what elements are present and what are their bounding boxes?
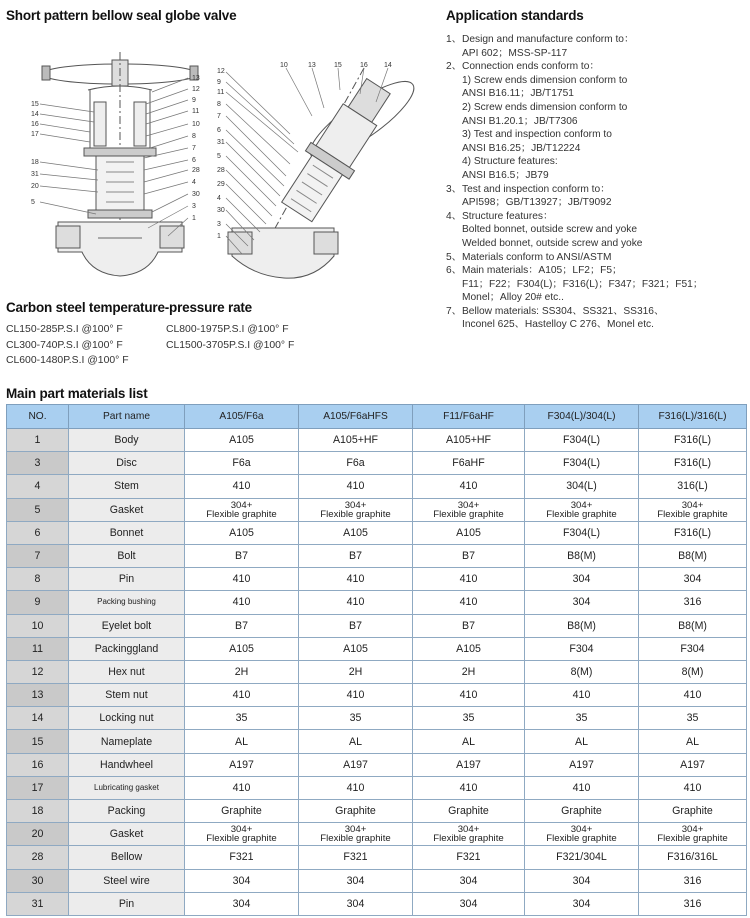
material-cell: A105+HF xyxy=(413,429,525,452)
material-cell: 35 xyxy=(639,707,747,730)
part-name-cell: Locking nut xyxy=(69,707,185,730)
material-cell: AL xyxy=(639,730,747,753)
material-cell: 304 xyxy=(299,892,413,915)
material-cell-line: 304+ xyxy=(570,824,593,836)
table-row xyxy=(7,892,747,915)
part-name-cell: Packing bushing xyxy=(69,591,185,614)
material-cell-line: Flexible graphite xyxy=(657,833,728,845)
table-row xyxy=(7,869,747,892)
column-header: A105/F6aHFS xyxy=(299,405,413,429)
material-cell xyxy=(525,823,639,846)
part-number-cell: 6 xyxy=(7,521,69,544)
part-name-cell: Bellow xyxy=(69,846,185,869)
material-cell: 410 xyxy=(525,684,639,707)
material-cell: 410 xyxy=(299,568,413,591)
material-cell: B8(M) xyxy=(525,544,639,567)
table-row xyxy=(7,429,747,452)
material-cell: A105 xyxy=(185,637,299,660)
material-cell: 316(L) xyxy=(639,475,747,498)
material-cell: 304 xyxy=(525,591,639,614)
material-cell: F304(L) xyxy=(525,521,639,544)
material-cell: A105 xyxy=(299,637,413,660)
table-row xyxy=(7,684,747,707)
material-cell: 410 xyxy=(525,776,639,799)
part-label: 17 xyxy=(31,131,39,138)
material-cell xyxy=(185,498,299,521)
material-cell xyxy=(299,823,413,846)
part-label: 4 xyxy=(217,195,221,202)
material-cell: 410 xyxy=(185,684,299,707)
part-label: 16 xyxy=(360,62,368,69)
material-cell-line: 304+ xyxy=(457,824,480,836)
material-cell-line: 304+ xyxy=(230,499,253,511)
material-cell: Graphite xyxy=(185,800,299,823)
material-cell: A197 xyxy=(185,753,299,776)
part-number-cell: 1 xyxy=(7,429,69,452)
material-cell: 304 xyxy=(299,869,413,892)
material-cell: 410 xyxy=(299,475,413,498)
part-number-cell: 3 xyxy=(7,452,69,475)
part-label: 9 xyxy=(217,79,221,86)
application-standards-list: 1、 Design and manufacture conform to： API 602；MSS-SP-117 2、 Connection ends conform to： 1) Screw ends dimension conform to ANSI B16.11；JB/T1751 2) Screw ends dimension conform to ANSI B1.20.1；JB/T7306 3) Test and inspection conform to ANSI B16.25；JB/T12224 4) Structure features: ANSI B16.5；JB79 3、 Test and inspection conform to： API598；GB/T13927；JB/T9092 4、 Structure features： Bolted bonnet, outside screw and yoke Welded bonnet, outside screw and yoke 5、 Materials conform to ANSI/ASTM 6、 Main materials：A105；LF2；F5； F11；F22；F304(L)；F316(L)；F347；F321；F51； Monel；Alloy 20# etc.. 7、 Bellow materials: SS304、SS321、SS316、 Inconel 625、Hastelloy C 276、Monel etc. xyxy=(446,33,746,332)
part-name-cell: Nameplate xyxy=(69,730,185,753)
material-cell: 410 xyxy=(185,475,299,498)
table-row xyxy=(7,846,747,869)
app-item-1: 1、 Design and manufacture conform to： xyxy=(446,34,635,45)
material-cell: B7 xyxy=(185,544,299,567)
table-row xyxy=(7,614,747,637)
part-label: 20 xyxy=(31,183,39,190)
material-cell: A105+HF xyxy=(299,429,413,452)
part-label: 28 xyxy=(192,167,200,174)
material-cell: B7 xyxy=(299,614,413,637)
part-label: 30 xyxy=(217,207,225,214)
valve-section-title: Short pattern bellow seal globe valve xyxy=(6,8,237,23)
material-cell-line: 304+ xyxy=(344,499,367,511)
app-item-6: 6、 Main materials：A105；LF2；F5； xyxy=(446,265,623,277)
material-cell: 410 xyxy=(185,568,299,591)
part-label: 13 xyxy=(192,75,200,82)
column-header: F11/F6aHF xyxy=(413,405,525,429)
material-cell: 8(M) xyxy=(639,660,747,683)
material-cell: 35 xyxy=(299,707,413,730)
material-cell: A105 xyxy=(413,637,525,660)
app-item-3: 3、 Test and inspection conform to： xyxy=(446,183,611,195)
part-name-cell: Handwheel xyxy=(69,753,185,776)
column-header: Part name xyxy=(69,405,185,429)
material-cell: F316/316L xyxy=(639,846,747,869)
material-cell-line: Flexible graphite xyxy=(546,833,617,845)
rate-item: CL1500-3705P.S.I @100° F xyxy=(166,339,295,351)
table-header-row xyxy=(7,405,747,429)
material-cell: A197 xyxy=(413,753,525,776)
table-row xyxy=(7,544,747,567)
part-label: 7 xyxy=(192,145,196,152)
part-label: 29 xyxy=(217,181,225,188)
material-cell: 410 xyxy=(185,776,299,799)
part-label: 14 xyxy=(31,111,39,118)
table-row xyxy=(7,660,747,683)
material-cell: 316 xyxy=(639,869,747,892)
part-label: 6 xyxy=(192,157,196,164)
material-cell: A105 xyxy=(185,521,299,544)
material-cell: 304 xyxy=(639,568,747,591)
part-name-cell: Lubricating gasket xyxy=(69,776,185,799)
part-label: 9 xyxy=(192,97,196,104)
material-cell-line: Flexible graphite xyxy=(320,508,391,520)
material-cell: 35 xyxy=(413,707,525,730)
part-label: 8 xyxy=(192,133,196,140)
material-cell: AL xyxy=(525,730,639,753)
part-name-cell: Packinggland xyxy=(69,637,185,660)
material-cell: F321 xyxy=(185,846,299,869)
material-cell: A105 xyxy=(413,521,525,544)
part-number-cell: 18 xyxy=(7,800,69,823)
material-cell: 316 xyxy=(639,892,747,915)
material-cell: 316 xyxy=(639,591,747,614)
material-cell: A197 xyxy=(639,753,747,776)
part-number-cell: 9 xyxy=(7,591,69,614)
globe-valve-drawing xyxy=(28,52,218,290)
material-cell: 8(M) xyxy=(525,660,639,683)
material-cell: B8(M) xyxy=(639,544,747,567)
carbon-steel-title: Carbon steel temperature-pressure rate xyxy=(6,300,252,315)
part-label: 14 xyxy=(384,62,392,69)
table-row xyxy=(7,776,747,799)
material-cell: B8(M) xyxy=(525,614,639,637)
part-label: 1 xyxy=(192,215,196,222)
part-label: 5 xyxy=(31,199,35,206)
material-cell: 304 xyxy=(185,869,299,892)
table-row xyxy=(7,452,747,475)
part-label: 31 xyxy=(217,139,225,146)
part-name-cell: Gasket xyxy=(69,498,185,521)
material-cell: F6aHF xyxy=(413,452,525,475)
table-row xyxy=(7,730,747,753)
material-cell: F321/304L xyxy=(525,846,639,869)
material-cell: A105 xyxy=(299,521,413,544)
material-cell xyxy=(413,498,525,521)
table-row xyxy=(7,800,747,823)
app-item-7: 7、 Bellow materials: SS304、SS321、SS316、 xyxy=(446,305,665,317)
material-cell-line: 304+ xyxy=(681,499,704,511)
part-name-cell: Stem xyxy=(69,475,185,498)
table-row xyxy=(7,707,747,730)
part-number-cell: 8 xyxy=(7,568,69,591)
material-cell: 410 xyxy=(413,568,525,591)
material-cell: 304 xyxy=(413,869,525,892)
material-cell: F304(L) xyxy=(525,429,639,452)
part-number-cell: 30 xyxy=(7,869,69,892)
material-cell-line: 304+ xyxy=(570,499,593,511)
table-row xyxy=(7,637,747,660)
material-cell xyxy=(525,498,639,521)
material-cell: 2H xyxy=(413,660,525,683)
material-cell-line: 304+ xyxy=(681,824,704,836)
part-name-cell: Packing xyxy=(69,800,185,823)
table-row xyxy=(7,498,747,521)
material-cell: F304(L) xyxy=(525,452,639,475)
material-cell: 410 xyxy=(413,591,525,614)
material-cell: 304 xyxy=(525,869,639,892)
material-cell xyxy=(413,823,525,846)
y-pattern-valve-drawing xyxy=(214,60,442,290)
part-label: 7 xyxy=(217,113,221,120)
material-cell: 2H xyxy=(299,660,413,683)
material-cell: Graphite xyxy=(639,800,747,823)
material-cell: 35 xyxy=(185,707,299,730)
part-label: 4 xyxy=(192,179,196,186)
part-label: 12 xyxy=(192,86,200,93)
material-cell-line: 304+ xyxy=(344,824,367,836)
part-label: 6 xyxy=(217,127,221,134)
part-name-cell: Eyelet bolt xyxy=(69,614,185,637)
material-cell: Graphite xyxy=(299,800,413,823)
table-row xyxy=(7,568,747,591)
part-name-cell: Hex nut xyxy=(69,660,185,683)
part-label: 8 xyxy=(217,101,221,108)
material-cell: F321 xyxy=(413,846,525,869)
material-cell: F6a xyxy=(185,452,299,475)
part-label: 31 xyxy=(31,171,39,178)
part-name-cell: Pin xyxy=(69,892,185,915)
part-name-cell: Bolt xyxy=(69,544,185,567)
rate-item: CL300-740P.S.I @100° F xyxy=(6,339,123,351)
part-number-cell: 15 xyxy=(7,730,69,753)
part-number-cell: 17 xyxy=(7,776,69,799)
material-cell-line: Flexible graphite xyxy=(657,508,728,520)
material-cell xyxy=(639,498,747,521)
app-item-5: 5、 Materials conform to ANSI/ASTM xyxy=(446,251,612,263)
part-label: 10 xyxy=(280,62,288,69)
material-cell: 410 xyxy=(413,684,525,707)
part-label: 16 xyxy=(31,121,39,128)
material-cell: B7 xyxy=(185,614,299,637)
part-label: 3 xyxy=(192,203,196,210)
part-number-cell: 7 xyxy=(7,544,69,567)
material-cell: B7 xyxy=(299,544,413,567)
part-label: 15 xyxy=(334,62,342,69)
material-cell: B7 xyxy=(413,544,525,567)
part-number-cell: 10 xyxy=(7,614,69,637)
part-label: 12 xyxy=(217,68,225,75)
material-cell xyxy=(299,498,413,521)
material-cell: Graphite xyxy=(525,800,639,823)
main-materials-title: Main part materials list xyxy=(6,386,148,401)
column-header: NO. xyxy=(7,405,69,429)
part-number-cell: 12 xyxy=(7,660,69,683)
material-cell: F316(L) xyxy=(639,521,747,544)
material-cell: 410 xyxy=(413,776,525,799)
part-number-cell: 20 xyxy=(7,823,69,846)
material-cell: F316(L) xyxy=(639,452,747,475)
part-name-cell: Disc xyxy=(69,452,185,475)
material-cell-line: Flexible graphite xyxy=(433,508,504,520)
material-cell: 410 xyxy=(299,776,413,799)
part-name-cell: Pin xyxy=(69,568,185,591)
material-cell: A105 xyxy=(185,429,299,452)
part-label: 1 xyxy=(217,233,221,240)
part-name-cell: Stem nut xyxy=(69,684,185,707)
part-label: 30 xyxy=(192,191,200,198)
material-cell-line: 304+ xyxy=(230,824,253,836)
material-cell: 304 xyxy=(185,892,299,915)
material-cell: 304 xyxy=(413,892,525,915)
material-cell xyxy=(185,823,299,846)
part-label: 10 xyxy=(192,121,200,128)
material-cell: B8(M) xyxy=(639,614,747,637)
material-cell: 2H xyxy=(185,660,299,683)
material-cell-line: Flexible graphite xyxy=(433,833,504,845)
material-cell-line: 304+ xyxy=(457,499,480,511)
part-number-cell: 31 xyxy=(7,892,69,915)
part-label: 13 xyxy=(308,62,316,69)
column-header: A105/F6a xyxy=(185,405,299,429)
material-cell: 304(L) xyxy=(525,475,639,498)
part-number-cell: 16 xyxy=(7,753,69,776)
material-cell: 410 xyxy=(185,591,299,614)
material-cell-line: Flexible graphite xyxy=(206,508,277,520)
table-row xyxy=(7,591,747,614)
part-name-cell: Body xyxy=(69,429,185,452)
column-header: F316(L)/316(L) xyxy=(639,405,747,429)
app-item-2: 2、 Connection ends conform to： xyxy=(446,61,600,73)
material-cell: 304 xyxy=(525,892,639,915)
material-cell: F6a xyxy=(299,452,413,475)
part-label: 15 xyxy=(31,101,39,108)
table-row xyxy=(7,475,747,498)
rate-item: CL800-1975P.S.I @100° F xyxy=(166,324,289,335)
material-cell: 304 xyxy=(525,568,639,591)
part-label: 28 xyxy=(217,167,225,174)
part-label: 3 xyxy=(217,221,221,228)
part-name-cell: Steel wire xyxy=(69,869,185,892)
material-cell-line: Flexible graphite xyxy=(206,833,277,845)
material-cell-line: Flexible graphite xyxy=(546,508,617,520)
part-label: 11 xyxy=(192,108,200,115)
part-number-cell: 13 xyxy=(7,684,69,707)
material-cell: 410 xyxy=(639,776,747,799)
part-label: 11 xyxy=(217,89,225,96)
app-item-4: 4、 Structure features： xyxy=(446,210,554,222)
part-number-cell: 5 xyxy=(7,498,69,521)
material-cell: AL xyxy=(413,730,525,753)
material-cell-line: Flexible graphite xyxy=(320,833,391,845)
table-row xyxy=(7,753,747,776)
part-label: 5 xyxy=(217,153,221,160)
material-cell: F304 xyxy=(525,637,639,660)
application-standards-title: Application standards xyxy=(446,8,584,23)
material-cell: F321 xyxy=(299,846,413,869)
material-cell: F316(L) xyxy=(639,429,747,452)
part-name-cell: Gasket xyxy=(69,823,185,846)
material-cell: 410 xyxy=(413,475,525,498)
material-cell: Graphite xyxy=(413,800,525,823)
rate-item: CL150-285P.S.I @100° F xyxy=(6,324,123,335)
materials-table xyxy=(6,404,747,916)
material-cell: B7 xyxy=(413,614,525,637)
material-cell: 410 xyxy=(299,684,413,707)
material-cell: 410 xyxy=(299,591,413,614)
column-header: F304(L)/304(L) xyxy=(525,405,639,429)
material-cell xyxy=(639,823,747,846)
material-cell: A197 xyxy=(299,753,413,776)
part-number-cell: 4 xyxy=(7,475,69,498)
material-cell: A197 xyxy=(525,753,639,776)
part-name-cell: Bonnet xyxy=(69,521,185,544)
material-cell: 410 xyxy=(639,684,747,707)
part-label: 18 xyxy=(31,159,39,166)
table-row xyxy=(7,521,747,544)
rate-item: CL600-1480P.S.I @100° F xyxy=(6,355,129,366)
table-row xyxy=(7,823,747,846)
material-cell: F304 xyxy=(639,637,747,660)
part-number-cell: 11 xyxy=(7,637,69,660)
material-cell: AL xyxy=(299,730,413,753)
material-cell: AL xyxy=(185,730,299,753)
material-cell: 35 xyxy=(525,707,639,730)
part-number-cell: 28 xyxy=(7,846,69,869)
part-number-cell: 14 xyxy=(7,707,69,730)
